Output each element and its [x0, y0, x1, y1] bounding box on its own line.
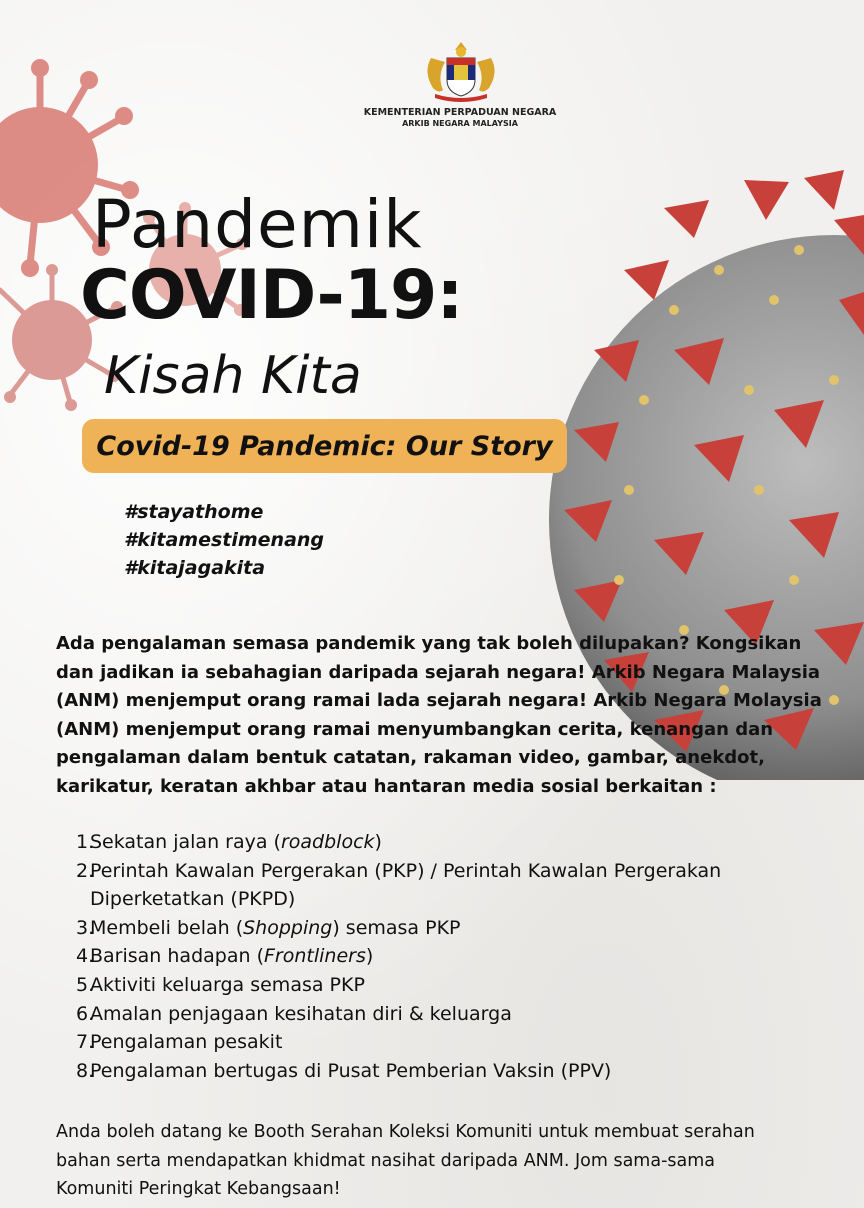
list-text-emphasis: Frontliners: [263, 945, 366, 968]
intro-line: (ANM) menjemput orang ramai menyumbangkan cerita, kenangan dan: [56, 718, 774, 740]
hashtag: #kitamestimenang: [124, 529, 325, 551]
list-item: [76, 971, 796, 1000]
list-number: 4.: [76, 945, 95, 968]
list-item: [76, 914, 796, 943]
list-number: 3.: [76, 916, 95, 939]
intro-line: (ANM) menjemput orang ramai lada sejarah negara! Arkib Negara Molaysia: [56, 690, 822, 712]
list-number: 6.: [76, 1002, 95, 1025]
list-text: Sekatan jalan raya (: [90, 831, 281, 853]
organization-name: [340, 107, 580, 129]
list-item: [76, 828, 796, 857]
list-item: [76, 1028, 796, 1057]
title-line-pandemik: Pandemik: [92, 186, 423, 263]
list-number: 2.: [76, 859, 95, 882]
topic-list: [76, 828, 796, 1085]
list-number: 5.: [76, 973, 95, 996]
hashtag: #stayathome: [124, 501, 264, 523]
intro-paragraph: [56, 630, 846, 802]
list-number: 7.: [76, 1031, 95, 1054]
subtitle-text: Covid-19 Pandemic: Our Story: [96, 430, 553, 462]
list-item: [76, 1057, 796, 1086]
list-text: Pengalaman pesakit: [90, 1031, 283, 1054]
hashtag-list: [124, 498, 324, 582]
title-line-covid: COVID-19:: [80, 256, 463, 335]
list-item: [76, 942, 796, 971]
list-number: 8.: [76, 1059, 95, 1082]
list-text: ): [365, 945, 374, 968]
list-text: Pengalaman bertugas di Pusat Pemberian Vaksin (PPV): [90, 1059, 612, 1082]
closing-line: Anda boleh datang ke Booth Serahan Koleksi Komuniti untuk membuat serahan: [56, 1122, 755, 1142]
hashtag: #kitajagakita: [124, 557, 266, 579]
intro-line: dan jadikan ia sebahagian daripada sejarah negara! Arkib Negara Malaysia: [56, 661, 821, 683]
list-text: Membeli belah (: [90, 916, 244, 939]
intro-line: pengalaman dalam bentuk catatan, rakaman video, gambar, anekdot,: [56, 747, 765, 769]
subtitle-banner: [82, 419, 567, 473]
list-text: Perintah Kawalan Pergerakan (PKP) / Perintah Kawalan Pergerakan Diperketatkan (PKPD): [90, 859, 722, 911]
closing-line: Komuniti Peringkat Kebangsaan!: [56, 1179, 341, 1200]
closing-line: bahan serta mendapatkan khidmat nasihat daripada ANM. Jom sama-sama: [56, 1150, 716, 1171]
coat-of-arms-icon: [421, 40, 501, 102]
title-line-kisah-kita: Kisah Kita: [104, 346, 362, 406]
intro-line: Ada pengalaman semasa pandemik yang tak boleh dilupakan? Kongsikan: [56, 633, 802, 654]
list-text-emphasis: Shopping: [243, 916, 333, 939]
list-item: [76, 857, 796, 914]
archive-name: ARKIB NEGARA MALAYSIA: [402, 118, 518, 128]
list-text: ): [374, 831, 382, 853]
closing-paragraph: [56, 1118, 856, 1204]
list-text-emphasis: roadblock: [280, 831, 375, 853]
intro-line: karikatur, keratan akhbar atau hantaran media sosial berkaitan :: [56, 775, 717, 797]
list-item: [76, 1000, 796, 1029]
list-text: Aktiviti keluarga semasa PKP: [90, 973, 365, 996]
list-text: ) semasa PKP: [332, 916, 461, 939]
ministry-name: KEMENTERIAN PERPADUAN NEGARA: [363, 107, 557, 118]
list-number: 1.: [76, 831, 95, 853]
list-text: Barisan hadapan (: [90, 945, 264, 968]
list-text: Amalan penjagaan kesihatan diri & keluarga: [90, 1002, 512, 1025]
